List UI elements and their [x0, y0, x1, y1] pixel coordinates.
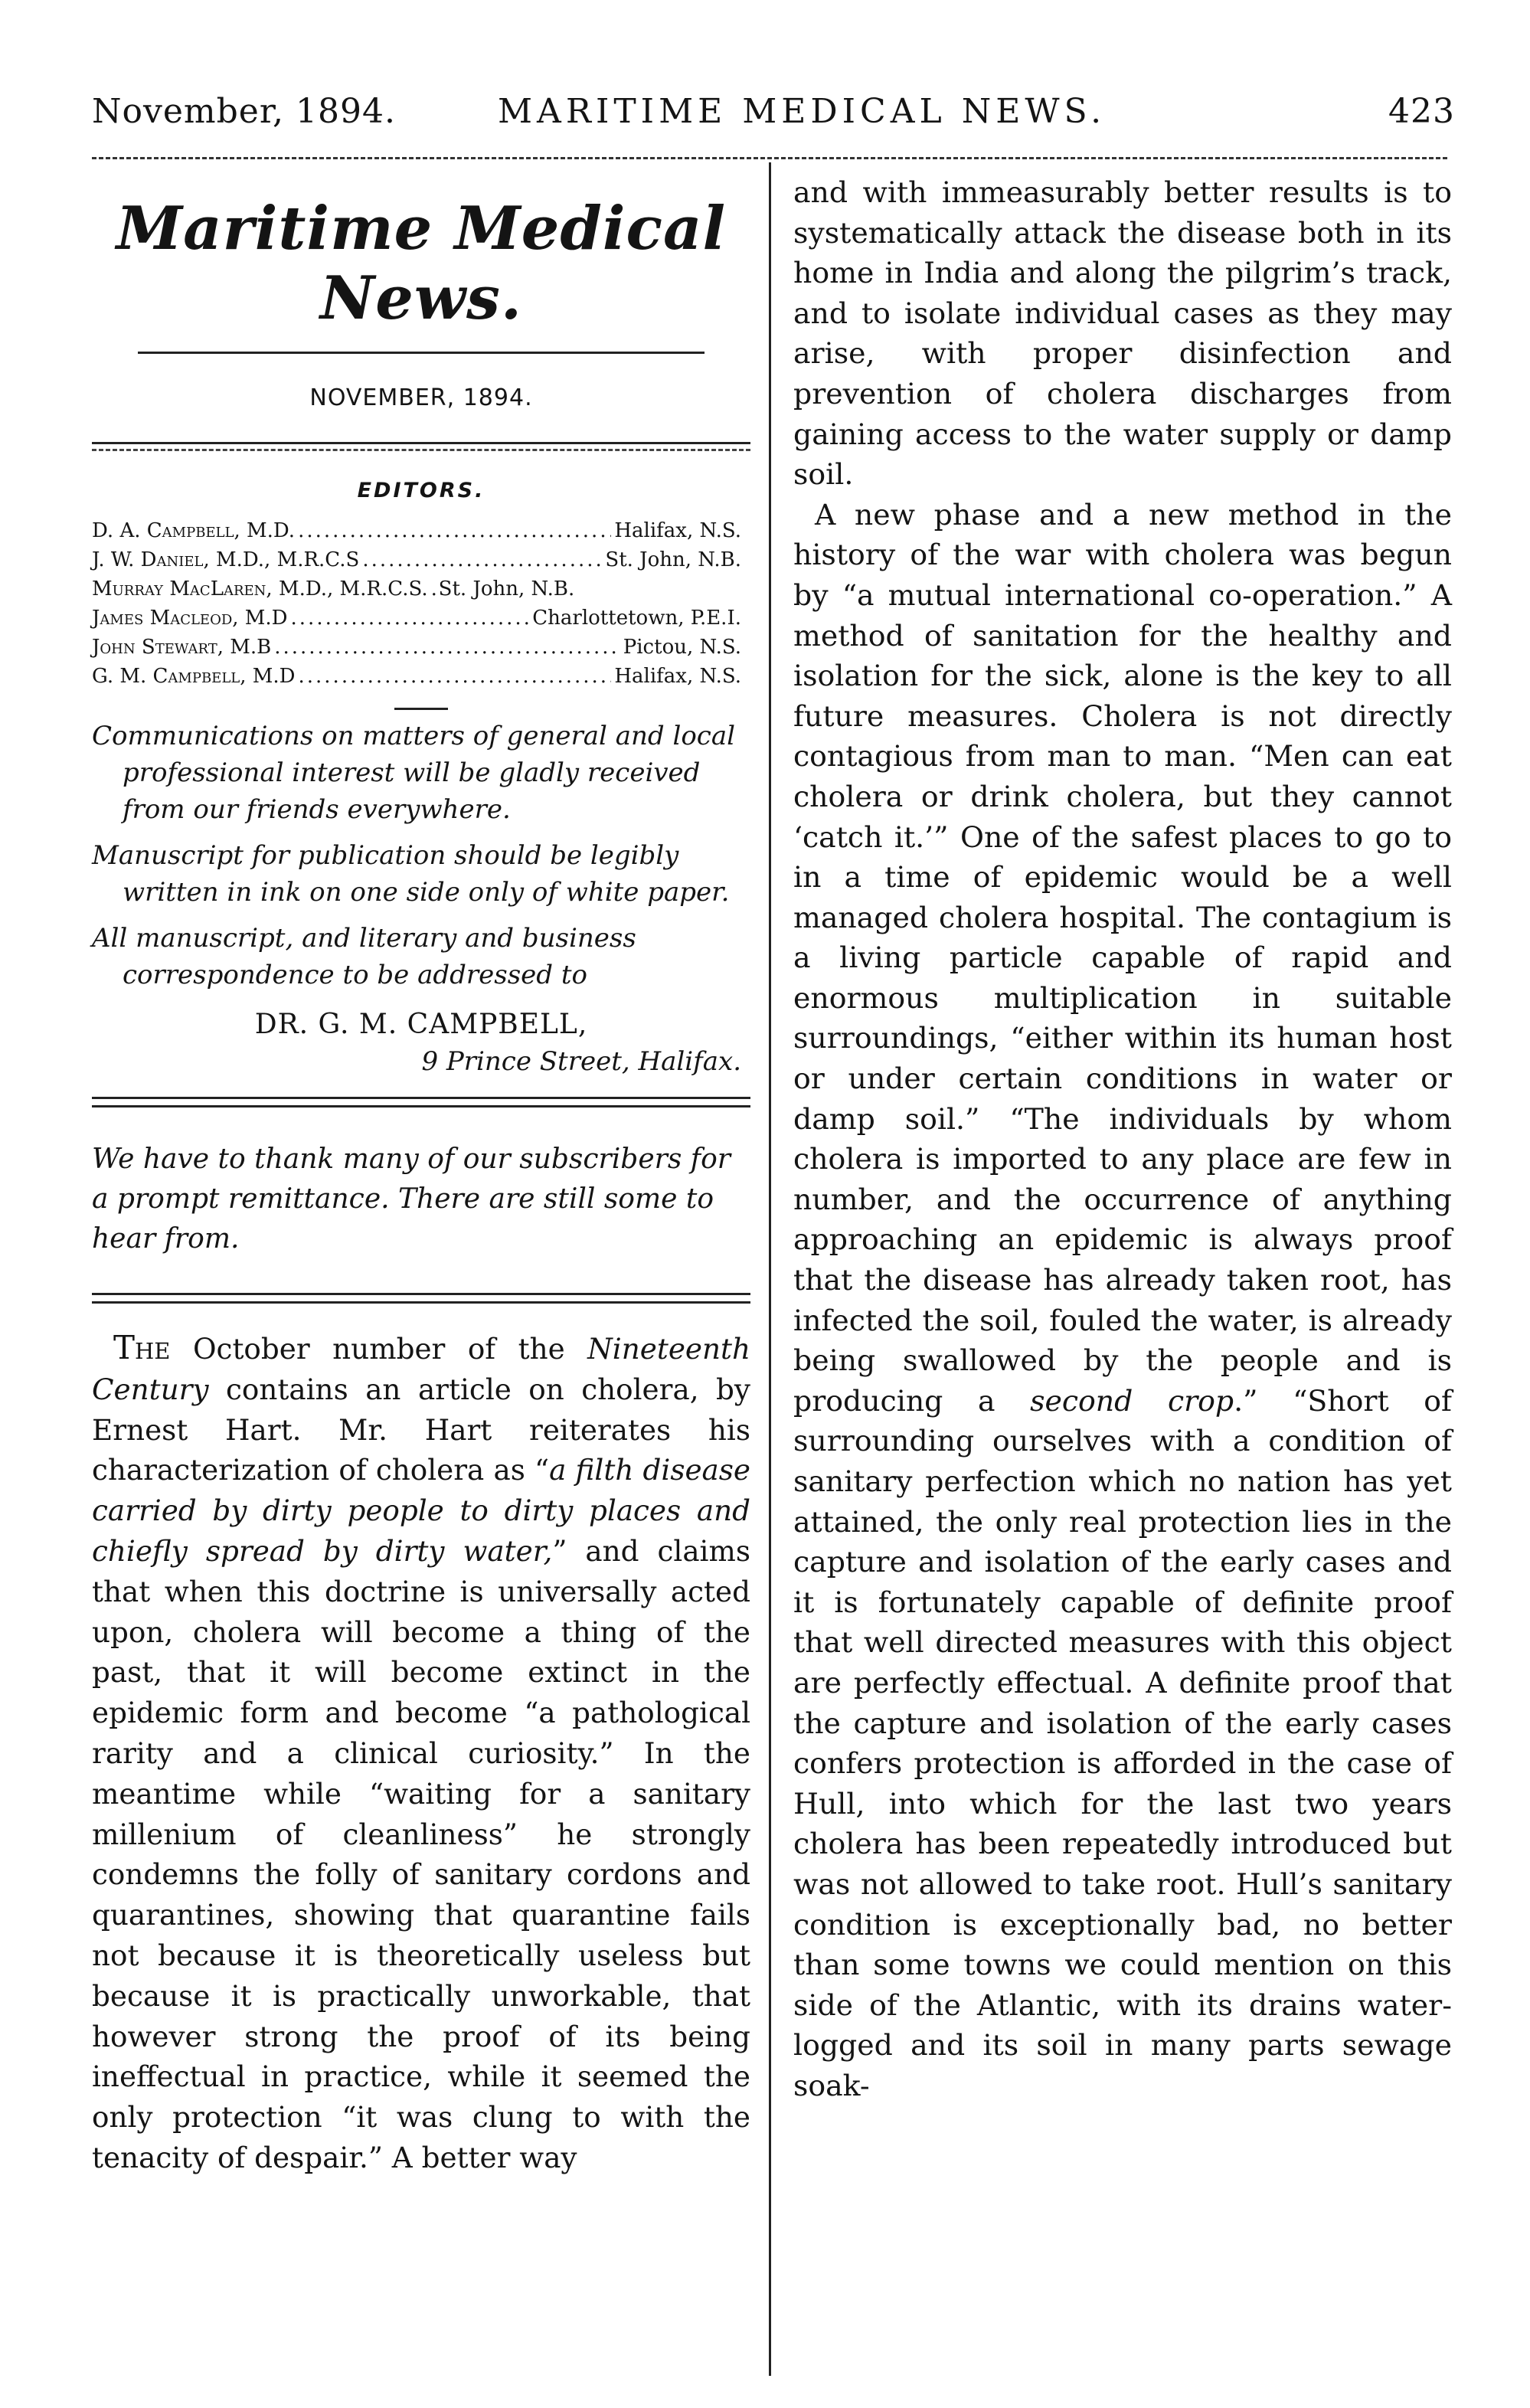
- editor-name: Murray MacLaren, M.D., M.R.C.S.: [92, 577, 428, 600]
- double-rule: [92, 1097, 750, 1107]
- notice-correspondence: All manuscript, and literary and business correspondence to be addressed to: [92, 923, 636, 990]
- editor-name: James Macleod, M.D: [92, 607, 288, 630]
- article-paragraph: [793, 495, 1452, 2106]
- editor-row: [92, 662, 741, 691]
- leader-dots: [362, 545, 602, 574]
- editors-heading: EDITORS.: [357, 479, 485, 502]
- editor-name: John Stewart, M.B: [92, 636, 272, 659]
- text-run: A new phase and a new method in the history of the war with cholera was begun by “a mutual international co-operation.” A method of sanitation for the healthy and isolation for the sick, alone is the key to all future measures. Cholera is not directly contagious from man to man. “Men can eat cholera or drink cholera, but they cannot ‘catch it.’” One of the safest places to go to in a time of epidemic would be a well managed cholera hospital. The contagium is a living particle capable of rapid and enormous multiplication in suitable surroundings, “either within its human host or under certain conditions in water or damp soil.” “The individuals by whom cholera is imported to any place are few in number, and the occurrence of anything approaching an epidemic is always proof that the disease has already taken root, has infected the soil, fouled the water, is already being swallowed by the people and is producing a: [793, 497, 1452, 1418]
- editor-name: D. A. Campbell, M.D.: [92, 519, 296, 542]
- issue-date: NOVEMBER, 1894.: [309, 384, 533, 411]
- leader-dots: [274, 633, 620, 662]
- short-rule: [394, 708, 448, 710]
- address-name: DR. G. M. CAMPBELL,: [254, 1009, 588, 1040]
- journal-title: Nineteenth Century: [92, 1332, 750, 1406]
- editor-row: [92, 545, 741, 574]
- article-continuation: [793, 172, 1452, 2106]
- editors-list: [92, 516, 741, 691]
- editor-name: J. W. Daniel, M.D., M.R.C.S: [92, 548, 360, 571]
- notice-manuscript: Manuscript for publication should be legibly written in ink on one side only of white paper.: [92, 840, 730, 908]
- leader-dots: [431, 574, 436, 604]
- editor-place: Halifax, N.S.: [614, 665, 741, 688]
- editor-row: [92, 604, 741, 633]
- page-number: 423: [1388, 92, 1455, 131]
- notice-communications: Communications on matters of general and local professional interest will be gladly received from our friends everywhere.: [92, 721, 735, 825]
- emphasis: second crop: [1030, 1383, 1234, 1418]
- header-date: November, 1894.: [92, 92, 396, 131]
- editor-place: Charlottetown, P.E.I.: [532, 607, 741, 630]
- text-run: contains an article on cholera, by Ernest Hart. Mr. Hart reiterates his characterization of cholera as “: [92, 1372, 750, 1487]
- leader-dots: [299, 662, 612, 691]
- text-run: October number of the: [170, 1332, 588, 1366]
- running-header: [92, 92, 1455, 146]
- text-run: ” and claims that when this doctrine is universally acted upon, cholera will become a thing of the past, that it will become extinct in the epidemic form and become “a pathological rarity and a clinical curiosity.” In the meantime while “waiting for a sanitary millenium of cleanliness” he strongly condemns the folly of sanitary cordons and quarantines, showing that quarantine fails not because it is theoretically useless but because it is practically unworkable, that however strong the proof of its being ineffectual in practice, while it seemed the only protection “it was clung to with the tenacity of despair.” A better way: [92, 1533, 750, 2174]
- double-rule: [92, 1293, 750, 1304]
- left-column: [92, 172, 750, 2378]
- article-paragraph: and with immeasurably better results is to systematically attack the disease both in its home in India and along the pilgrim’s track, and to isolate individual cases as they may arise, with proper disinfection and prevention of cholera discharges from gaining access to the water supply or damp soil.: [793, 175, 1452, 492]
- editor-row: [92, 516, 741, 545]
- thanks-note: We have to thank many of our subscribers for a prompt remittance. There are still some to hear from.: [92, 1143, 731, 1255]
- right-column: [793, 172, 1452, 2378]
- editor-place: Pictou, N.S.: [623, 636, 741, 659]
- editor-place: St. John, N.B.: [605, 548, 741, 571]
- issue-dashed-rule: [92, 449, 750, 451]
- leader-dots: [298, 516, 611, 545]
- issue-rule: [92, 442, 750, 444]
- article-paragraph: [92, 1328, 750, 2178]
- column-divider: [769, 162, 771, 2376]
- editor-row: [92, 574, 741, 604]
- editor-place: Halifax, N.S.: [614, 519, 741, 542]
- leader-dots: [291, 604, 530, 633]
- editor-place: St. John, N.B.: [438, 577, 575, 600]
- editor-name: G. M. Campbell, M.D: [92, 665, 296, 688]
- address-street: 9 Prince Street, Halifax.: [421, 1046, 741, 1077]
- header-journal-title: MARITIME MEDICAL NEWS.: [498, 92, 1107, 131]
- lead-word: The: [113, 1329, 171, 1366]
- masthead-rule: [138, 352, 705, 354]
- quotation: a filth disease carried by dirty people to dirty places and chiefly spread by dirty water,: [92, 1453, 750, 1568]
- header-rule: [92, 157, 1447, 159]
- editor-row: [92, 633, 741, 662]
- text-run: .” “Short of surrounding ourselves with a condition of sanitary perfection which no nation has yet attained, the only real protection lies in the capture and isolation of the early cases and it is fortunately capable of definite proof that well directed measures with this object are perfectly effectual. A definite proof that the capture and isolation of the early cases confers protection is afforded in the case of Hull, into which for the last two years cholera has been repeatedly introduced but was not allowed to take root. Hull’s sanitary condition is exceptionally bad, no better than some towns we could mention on this side of the Atlantic, with its drains water-logged and its soil in many parts sewage soak-: [793, 1383, 1453, 2102]
- masthead: Maritime Medical News.: [116, 194, 727, 333]
